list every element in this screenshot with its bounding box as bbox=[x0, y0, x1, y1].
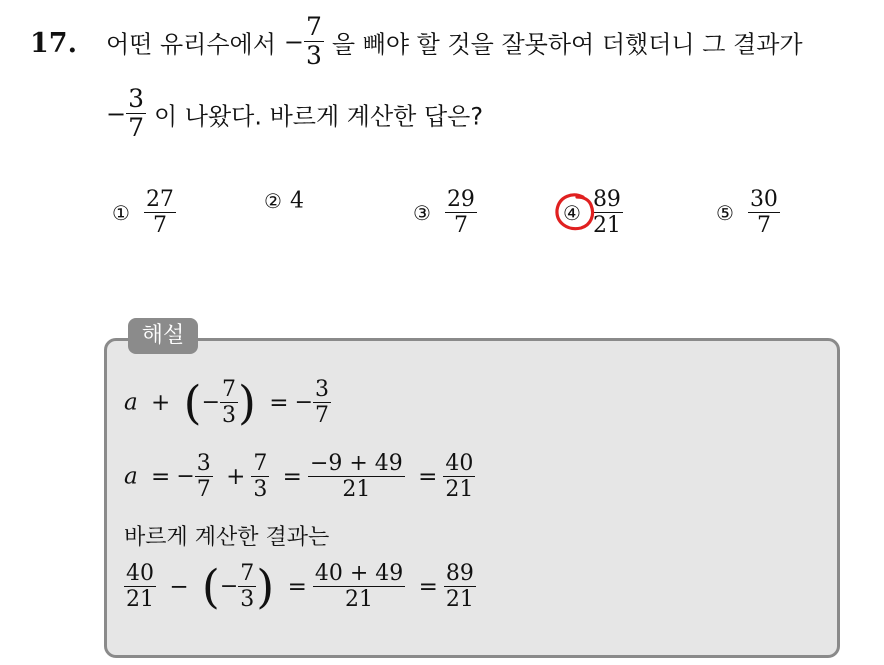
option-fraction bbox=[144, 188, 176, 237]
question-number: 17. bbox=[30, 28, 77, 59]
question-text-2: 이 나왔다. 바르게 계산한 답은? bbox=[153, 102, 484, 131]
denominator: 21 bbox=[345, 587, 374, 613]
denominator: 7 bbox=[453, 213, 468, 239]
numerator: 3 bbox=[196, 451, 211, 476]
numerator: 29 bbox=[446, 187, 475, 212]
solution-equation-2 bbox=[124, 452, 475, 501]
equals-sign: = bbox=[282, 463, 302, 490]
denominator: 21 bbox=[342, 477, 371, 503]
minus-sign: − bbox=[176, 464, 195, 490]
plus-sign: + bbox=[226, 463, 246, 490]
minus-sign: − bbox=[283, 27, 304, 56]
numerator: 7 bbox=[305, 12, 322, 41]
left-paren: ( bbox=[201, 559, 220, 614]
denominator: 7 bbox=[152, 213, 167, 239]
option-mark: ④ bbox=[563, 200, 581, 225]
equals-sign: = bbox=[287, 573, 307, 600]
numerator: 27 bbox=[145, 187, 174, 212]
numerator: 7 bbox=[253, 451, 268, 476]
equals-sign: = bbox=[151, 463, 171, 490]
right-paren: ) bbox=[238, 375, 256, 430]
minus-sign: − bbox=[219, 574, 239, 600]
equals-sign: = bbox=[418, 573, 438, 600]
numerator: 7 bbox=[240, 561, 255, 586]
fraction bbox=[444, 562, 476, 611]
option-fraction bbox=[445, 188, 477, 237]
question-line-2 bbox=[106, 86, 483, 142]
option-2[interactable] bbox=[264, 188, 304, 214]
option-mark: ⑤ bbox=[716, 200, 734, 225]
denominator: 7 bbox=[315, 403, 329, 429]
option-1[interactable] bbox=[112, 188, 176, 237]
fraction bbox=[220, 378, 238, 427]
solution-text: 바르게 계산한 결과는 bbox=[124, 525, 330, 550]
option-5[interactable] bbox=[716, 188, 780, 237]
numerator: 40 bbox=[445, 451, 474, 476]
denominator: 3 bbox=[305, 41, 322, 71]
variable-a: a bbox=[124, 389, 138, 416]
right-paren: ) bbox=[256, 559, 275, 614]
denominator: 3 bbox=[222, 403, 237, 429]
fraction bbox=[443, 452, 475, 501]
equals-sign: = bbox=[418, 463, 438, 490]
option-value: 4 bbox=[289, 188, 304, 214]
denominator: 21 bbox=[445, 477, 474, 503]
option-fraction bbox=[748, 188, 780, 237]
numerator: 89 bbox=[445, 561, 474, 586]
option-3[interactable] bbox=[413, 188, 477, 237]
denominator: 7 bbox=[128, 113, 145, 143]
question-text-1b: 을 빼야 할 것을 잘못하여 더했더니 그 결과가 bbox=[331, 30, 803, 59]
denominator: 21 bbox=[445, 587, 474, 613]
solution-equation-1 bbox=[124, 375, 331, 430]
fraction-7-3 bbox=[304, 14, 324, 70]
numerator: −9 + 49 bbox=[309, 451, 403, 476]
numerator: 40 bbox=[126, 561, 154, 586]
solution-tag: 해설 bbox=[128, 318, 198, 354]
plus-sign: + bbox=[151, 389, 171, 416]
denominator: 7 bbox=[196, 477, 211, 503]
fraction bbox=[313, 562, 405, 611]
denominator: 3 bbox=[253, 477, 268, 503]
fraction-3-7 bbox=[126, 86, 146, 142]
fraction bbox=[251, 452, 269, 501]
minus-sign: − bbox=[294, 390, 313, 416]
solution-equation-3 bbox=[124, 559, 476, 614]
minus-sign: − bbox=[106, 99, 127, 128]
option-mark: ① bbox=[112, 200, 130, 225]
minus-sign: − bbox=[201, 390, 221, 416]
fraction bbox=[238, 562, 256, 611]
equals-sign: = bbox=[269, 389, 289, 416]
numerator: 30 bbox=[749, 187, 778, 212]
denominator: 3 bbox=[240, 587, 255, 613]
numerator: 7 bbox=[222, 377, 237, 402]
numerator: 89 bbox=[592, 187, 621, 212]
minus-sign: − bbox=[169, 573, 189, 600]
fraction bbox=[124, 562, 156, 611]
variable-a: a bbox=[124, 463, 138, 490]
denominator: 21 bbox=[126, 587, 154, 613]
denominator: 21 bbox=[592, 213, 621, 239]
fraction bbox=[195, 452, 213, 501]
option-mark: ② bbox=[264, 189, 282, 213]
numerator: 3 bbox=[315, 377, 329, 402]
question-text-1a: 어떤 유리수에서 bbox=[106, 30, 276, 59]
left-paren: ( bbox=[183, 375, 202, 430]
numerator: 3 bbox=[128, 84, 145, 113]
answer-circle-mark bbox=[553, 190, 596, 233]
question-line-1 bbox=[106, 14, 803, 70]
denominator: 7 bbox=[756, 213, 771, 239]
numerator: 40 + 49 bbox=[314, 561, 404, 586]
option-mark: ③ bbox=[413, 200, 431, 225]
fraction bbox=[308, 452, 405, 501]
fraction bbox=[313, 378, 331, 427]
